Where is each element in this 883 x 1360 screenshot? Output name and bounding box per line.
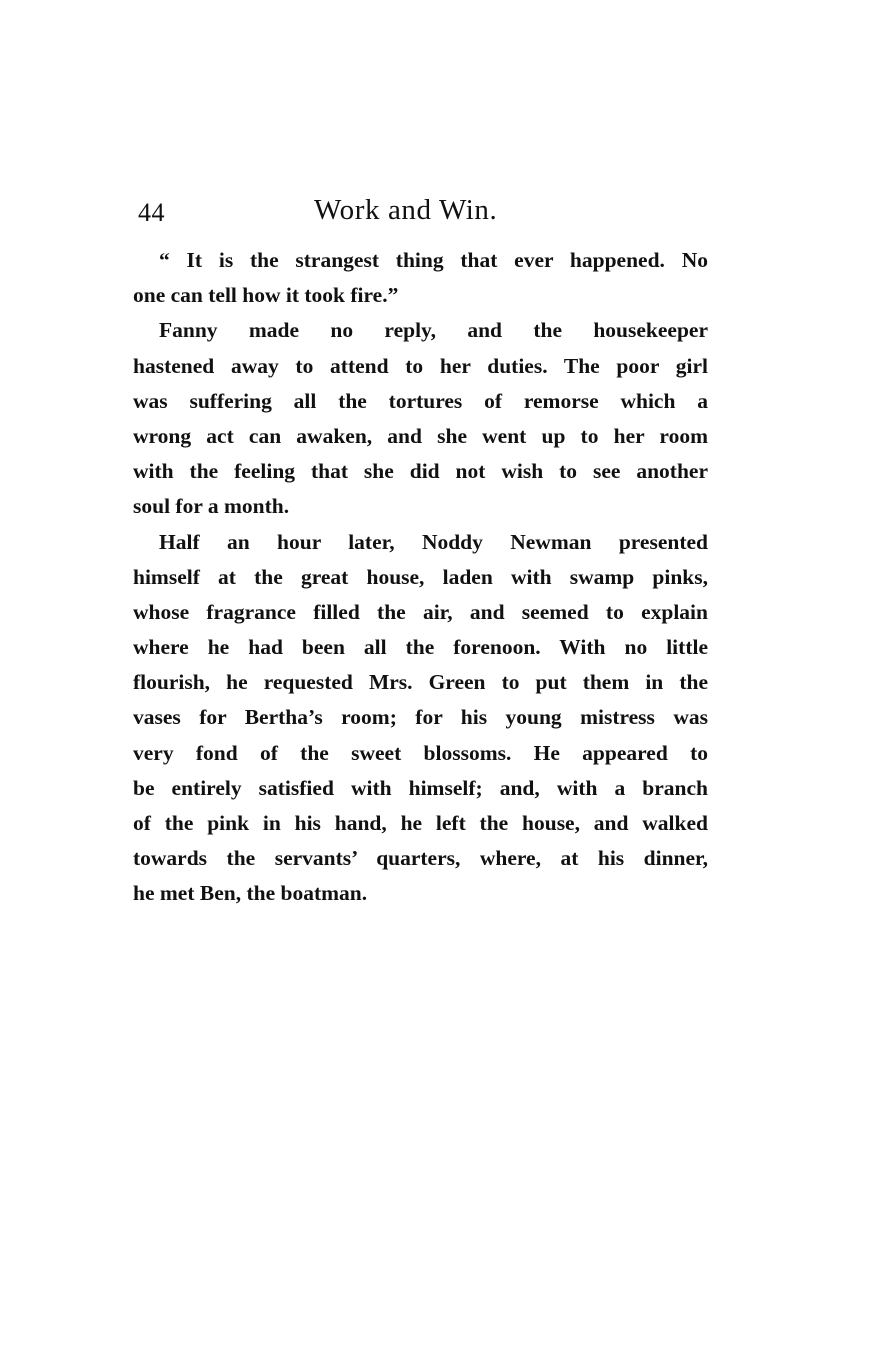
body-text bbox=[133, 243, 708, 912]
text-line: Fanny made no reply, and the housekeeper bbox=[159, 318, 708, 343]
text-line: himself at the great house, laden with swamp pinks, bbox=[133, 564, 708, 589]
text-line: wrong act can awaken, and she went up to her room bbox=[133, 423, 708, 448]
text-line: towards the servants’ quarters, where, at his dinner, bbox=[133, 846, 708, 871]
text-line: where he had been all the forenoon. With no little bbox=[133, 635, 708, 660]
running-title: Work and Win. bbox=[314, 194, 498, 226]
text-line: very fond of the sweet blossoms. He appeared to bbox=[133, 740, 708, 765]
page-number: 44 bbox=[138, 198, 165, 227]
text-line: whose fragrance filled the air, and seemed to explain bbox=[133, 599, 708, 624]
text-line: Half an hour later, Noddy Newman presented bbox=[159, 529, 708, 554]
text-line: with the feeling that she did not wish to see another bbox=[133, 459, 708, 484]
text-line: soul for a month. bbox=[133, 494, 290, 519]
text-line: one can tell how it took fire.” bbox=[133, 283, 399, 308]
text-line: he met Ben, the boatman. bbox=[133, 881, 368, 906]
page-header bbox=[138, 190, 718, 234]
text-line: vases for Bertha’s room; for his young mistress was bbox=[133, 705, 708, 730]
text-line: of the pink in his hand, he left the house, and walked bbox=[133, 811, 708, 835]
text-line: “ It is the strangest thing that ever happened. No bbox=[159, 248, 708, 272]
text-line: be entirely satisfied with himself; and, with a branch bbox=[133, 775, 708, 800]
paragraph-3 bbox=[133, 525, 708, 912]
text-line: hastened away to attend to her duties. The poor girl bbox=[133, 353, 708, 378]
text-line: flourish, he requested Mrs. Green to put them in the bbox=[133, 670, 708, 695]
paragraph-1 bbox=[133, 243, 708, 313]
text-line: was suffering all the tortures of remorse which a bbox=[133, 388, 708, 413]
paragraph-2 bbox=[133, 313, 708, 524]
